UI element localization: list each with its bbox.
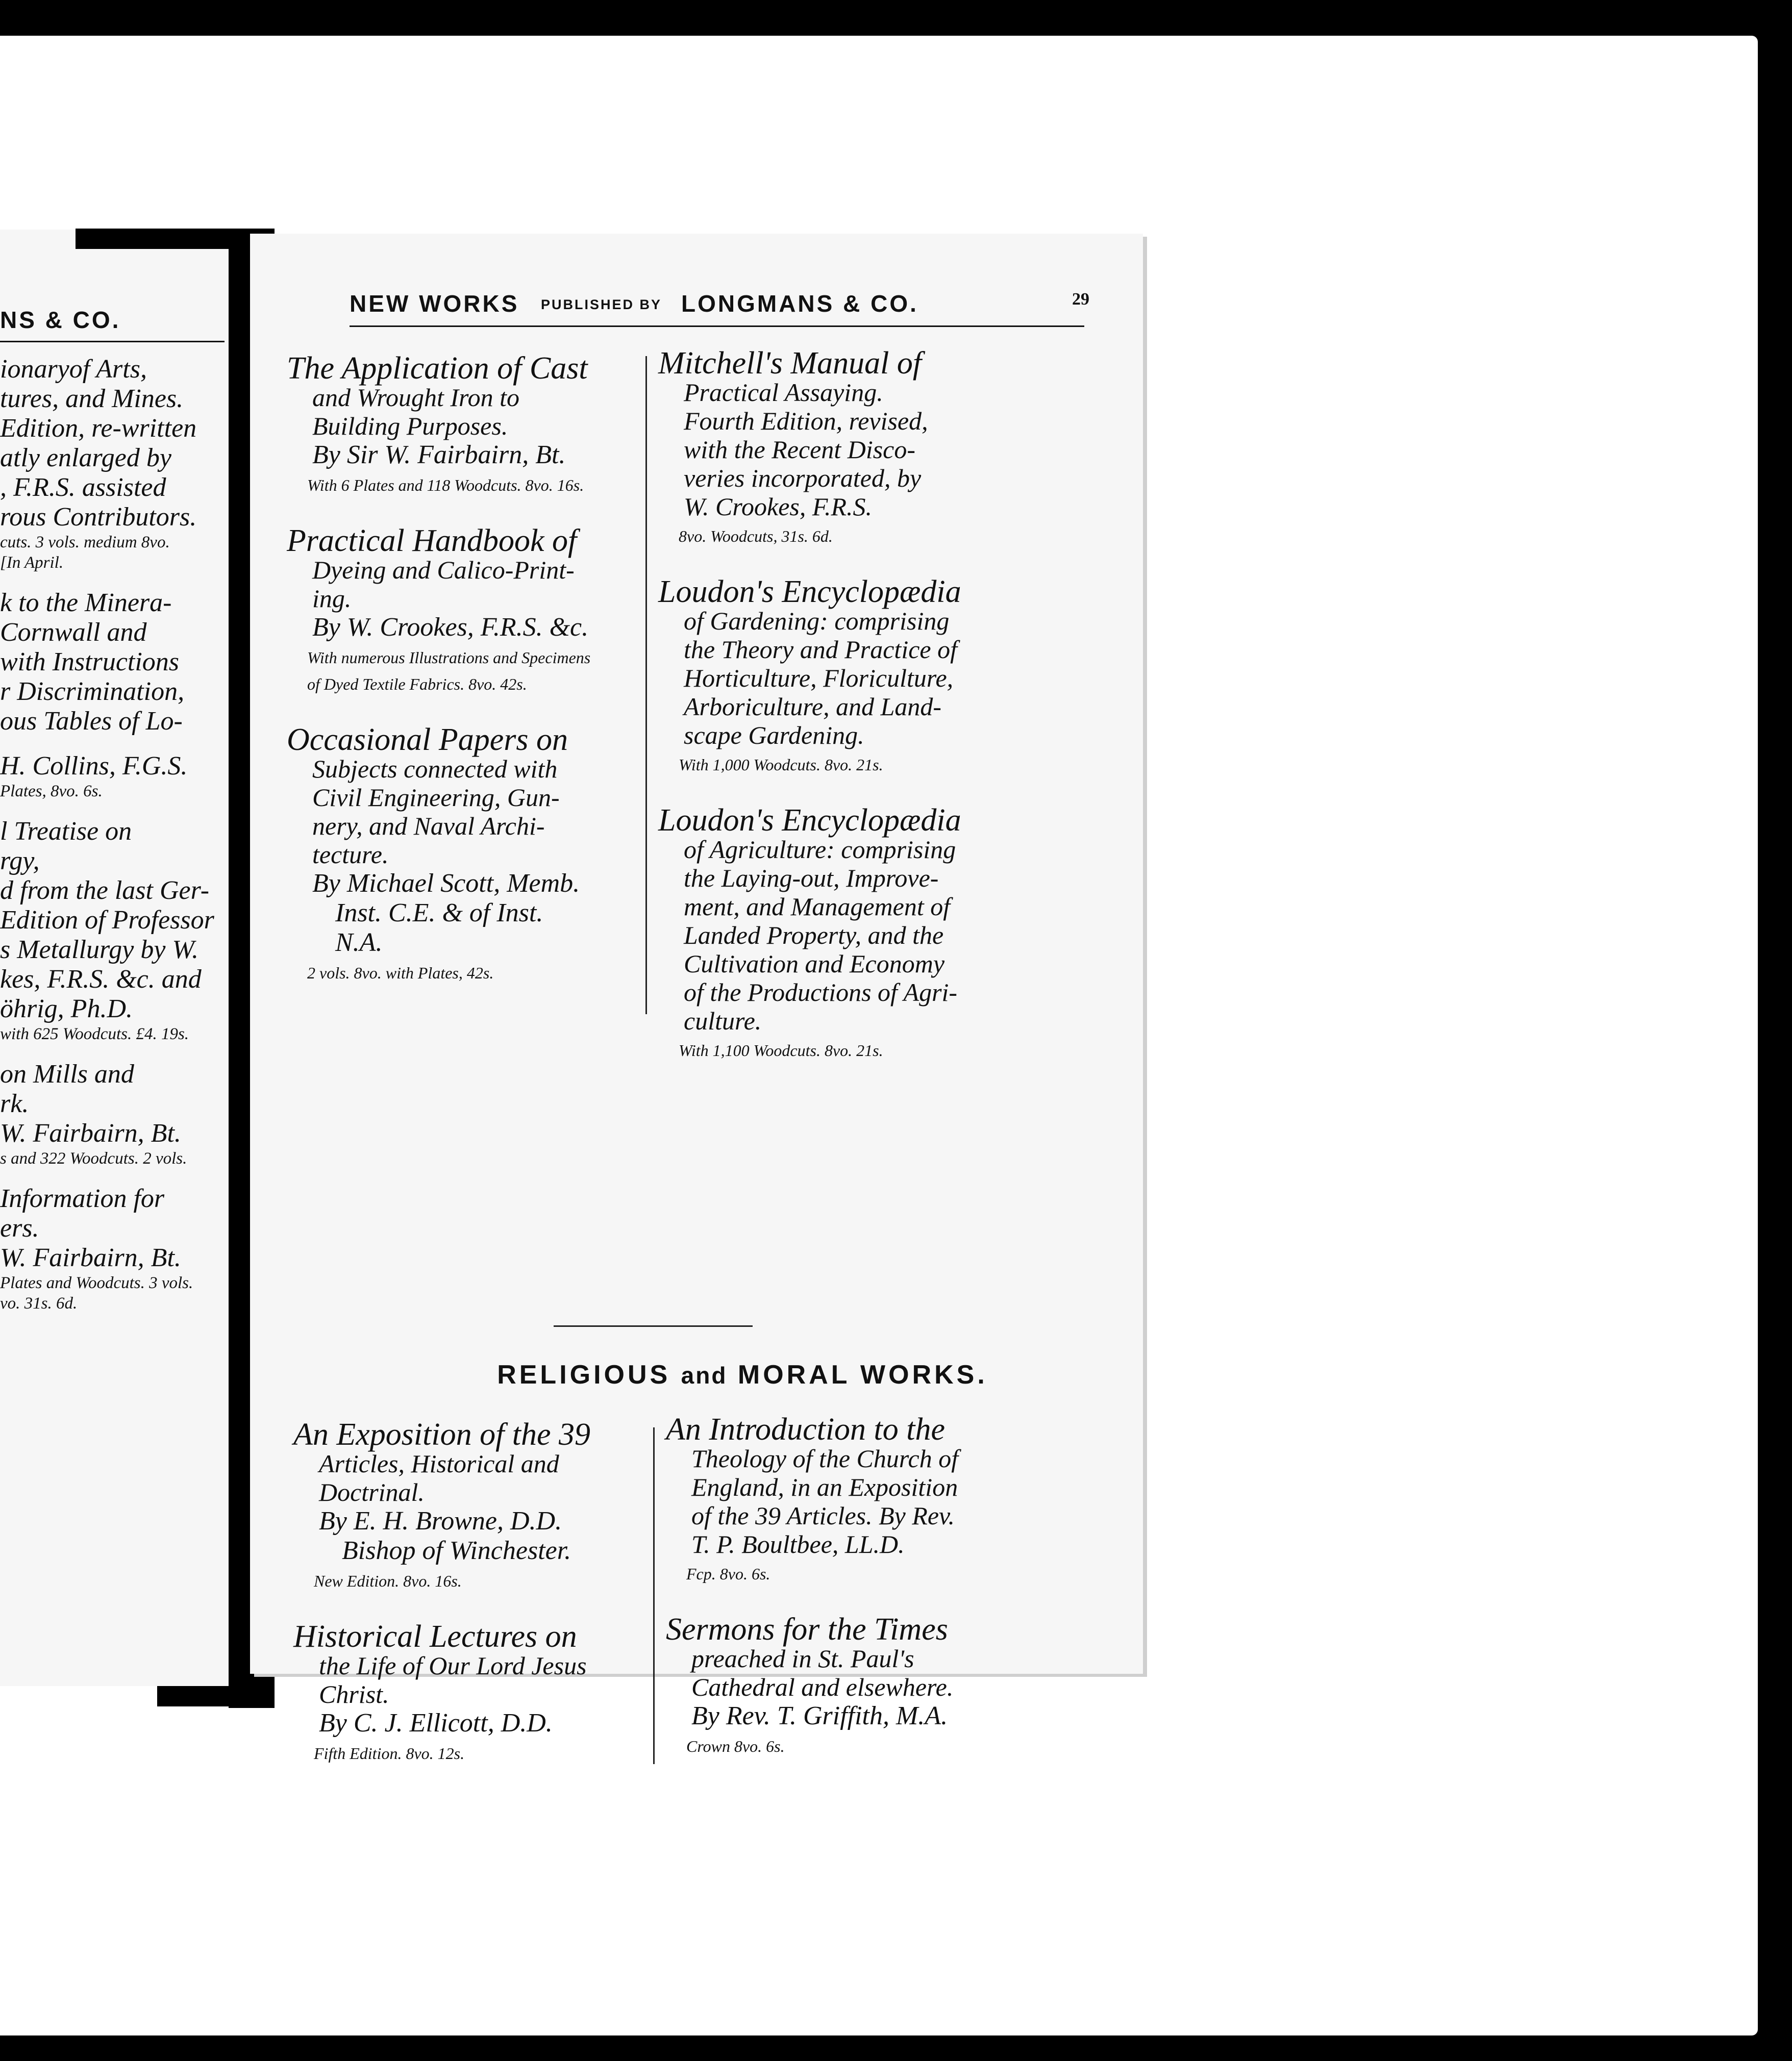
left-page-header: NS & CO. (0, 307, 121, 333)
left-page-line: ers. (0, 1214, 39, 1243)
book-description: Fourth Edition, revised, (684, 407, 928, 435)
book-description: of the Productions of Agri- (684, 978, 958, 1007)
left-page-line: k to the Minera- (0, 588, 172, 617)
book-author: By W. Crookes, F.R.S. &c. (312, 613, 589, 642)
book-entry (293, 1619, 645, 1765)
book-price-note: With 6 Plates and 118 Woodcuts. 8vo. 16s. (307, 476, 584, 494)
book-description: preached in St. Paul's (691, 1644, 914, 1673)
section-rule (554, 1325, 753, 1327)
book-description: and Wrought Iron to (312, 383, 520, 412)
binding-clip-top (76, 229, 244, 249)
column-lower-left (293, 1417, 645, 1794)
left-page-line: , F.R.S. assisted (0, 473, 166, 502)
left-page-line: ionaryof Arts, (0, 355, 147, 384)
left-page-line: d from the last Ger- (0, 876, 210, 905)
column-divider-upper (645, 356, 647, 1014)
left-page-line: s Metallurgy by W. (0, 935, 198, 964)
book-description: Dyeing and Calico-Print- (312, 556, 575, 584)
book-description: of Agriculture: comprising (684, 835, 956, 864)
book-entry (658, 574, 1015, 776)
section-moral: MORAL WORKS. (737, 1360, 988, 1390)
left-page-line: cuts. 3 vols. medium 8vo. (0, 533, 170, 551)
book-description: of the 39 Articles. By Rev. (691, 1501, 955, 1530)
left-page-line: s and 322 Woodcuts. 2 vols. (0, 1149, 187, 1168)
left-page-line (0, 1044, 225, 1060)
column-upper-right (658, 348, 1015, 1091)
book-price-note: With numerous Illustrations and Specimens (307, 648, 591, 667)
book-entry (287, 523, 634, 695)
section-heading (360, 1360, 1125, 1390)
book-description: Arboriculture, and Land- (684, 692, 942, 721)
header-published-by: PUBLISHED BY (541, 297, 662, 312)
book-description: Doctrinal. (319, 1478, 425, 1506)
book-title: Historical Lectures on (293, 1619, 577, 1654)
book-description: Civil Engineering, Gun- (312, 783, 560, 812)
book-description: veries incorporated, by (684, 464, 922, 492)
left-page-line: Plates and Woodcuts. 3 vols. (0, 1274, 193, 1292)
book-description: Theology of the Church of (691, 1444, 959, 1473)
book-description: Cultivation and Economy (684, 949, 945, 978)
book-description: ment, and Management of (684, 892, 951, 921)
left-page-line (0, 1169, 225, 1184)
page-29 (250, 234, 1143, 1763)
left-page-line: Cornwall and (0, 618, 147, 647)
left-page-line (0, 801, 225, 817)
book-description: nery, and Naval Archi- (312, 812, 545, 840)
left-page-line: r Discrimination, (0, 677, 185, 706)
book-description: Horticulture, Floriculture, (684, 664, 954, 692)
book-title: Practical Handbook of (287, 523, 577, 558)
column-divider-lower (653, 1427, 655, 1764)
left-page-line: ous Tables of Lo- (0, 707, 183, 736)
left-page-line (0, 573, 225, 588)
book-entry (287, 722, 634, 984)
book-title: The Application of Cast (287, 351, 588, 386)
book-description: W. Crookes, F.R.S. (684, 492, 872, 521)
book-author: N.A. (335, 928, 383, 957)
book-price-note: Fcp. 8vo. 6s. (686, 1565, 770, 1583)
book-author: By Michael Scott, Memb. (312, 869, 580, 898)
book-entry (666, 1412, 1023, 1585)
book-entry (287, 351, 634, 496)
left-header-rule (0, 341, 225, 342)
book-title: Loudon's Encyclopædia (658, 803, 961, 838)
section-and: and (681, 1362, 728, 1389)
book-title: Sermons for the Times (666, 1612, 948, 1647)
left-page-line: on Mills and (0, 1060, 134, 1089)
left-page-text (0, 355, 225, 1314)
left-page-line: H. Collins, F.G.S. (0, 751, 188, 781)
left-page-line: with Instructions (0, 647, 180, 676)
book-author: Inst. C.E. & of Inst. (335, 898, 543, 927)
book-price-note: With 1,000 Woodcuts. 8vo. 21s. (679, 756, 883, 774)
book-description: of Gardening: comprising (684, 607, 950, 635)
book-description: Subjects connected with (312, 755, 558, 783)
left-page-line: tures, and Mines. (0, 384, 184, 413)
left-page-line: rgy, (0, 846, 40, 875)
page-number: 29 (1072, 290, 1089, 309)
book-title: Mitchell's Manual of (658, 346, 922, 381)
left-page-line: Plates, 8vo. 6s. (0, 782, 103, 800)
book-description: Cathedral and elsewhere. (691, 1673, 954, 1701)
book-description: with the Recent Disco- (684, 435, 916, 464)
book-price-note: 8vo. Woodcuts, 31s. 6d. (679, 527, 833, 545)
left-page-line (0, 736, 225, 751)
book-title: Loudon's Encyclopædia (658, 574, 961, 609)
book-description: Articles, Historical and (319, 1449, 559, 1478)
left-page-line: kes, F.R.S. &c. and (0, 965, 202, 994)
left-page (0, 230, 255, 1686)
book-description: the Laying-out, Improve- (684, 864, 939, 892)
book-entry (658, 803, 1015, 1062)
left-page-line: [In April. (0, 554, 64, 572)
header-publisher: LONGMANS & CO. (681, 290, 918, 317)
book-description: T. P. Boultbee, LL.D. (691, 1530, 905, 1559)
book-description: Practical Assaying. (684, 378, 883, 407)
left-page-line: Information for (0, 1184, 165, 1213)
book-title: An Exposition of the 39 (293, 1417, 591, 1452)
left-page-line: vo. 31s. 6d. (0, 1294, 78, 1313)
book-description: Christ. (319, 1680, 389, 1708)
binding-clip-bottom (157, 1686, 275, 1706)
section-religious: RELIGIOUS (497, 1360, 671, 1390)
book-title: An Introduction to the (666, 1412, 945, 1447)
book-description: the Theory and Practice of (684, 635, 957, 664)
book-price-note: Fifth Edition. 8vo. 12s. (314, 1744, 465, 1763)
book-entry (666, 1612, 1023, 1757)
book-description: England, in an Exposition (691, 1473, 958, 1501)
left-page-line: atly enlarged by (0, 443, 171, 472)
book-price-note: New Edition. 8vo. 16s. (314, 1572, 462, 1590)
left-page-line: W. Fairbairn, Bt. (0, 1243, 181, 1272)
left-page-line: with 625 Woodcuts. £4. 19s. (0, 1025, 189, 1043)
left-page-line: Edition of Professor (0, 906, 214, 935)
book-author: By C. J. Ellicott, D.D. (319, 1708, 553, 1738)
book-description: ing. (312, 584, 352, 613)
left-page-line: öhrig, Ph.D. (0, 994, 133, 1023)
book-title: Occasional Papers on (287, 722, 568, 757)
book-price-note: of Dyed Textile Fabrics. 8vo. 42s. (307, 675, 527, 693)
column-upper-left (287, 351, 634, 1014)
book-entry (658, 348, 1015, 547)
book-description: tecture. (312, 840, 389, 869)
running-header (350, 290, 1089, 327)
book-author: Bishop of Winchester. (342, 1536, 571, 1565)
column-lower-right (666, 1412, 1023, 1787)
book-description: Building Purposes. (312, 412, 508, 440)
book-description: scape Gardening. (684, 721, 864, 749)
left-page-line: l Treatise on (0, 817, 132, 846)
left-page-line: Edition, re-written (0, 414, 197, 443)
book-description: Landed Property, and the (684, 921, 944, 949)
left-page-line: W. Fairbairn, Bt. (0, 1119, 181, 1148)
book-description: the Life of Our Lord Jesus (319, 1651, 587, 1680)
header-new-works: NEW WORKS (350, 290, 519, 317)
book-author: By Sir W. Fairbairn, Bt. (312, 440, 566, 469)
book-entry (293, 1417, 645, 1592)
left-page-line: rk. (0, 1089, 29, 1118)
book-description: culture. (684, 1007, 762, 1035)
book-price-note: Crown 8vo. 6s. (686, 1737, 785, 1755)
book-author: By E. H. Browne, D.D. (319, 1506, 562, 1536)
book-price-note: 2 vols. 8vo. with Plates, 42s. (307, 964, 494, 982)
book-price-note: With 1,100 Woodcuts. 8vo. 21s. (679, 1041, 883, 1060)
book-author: By Rev. T. Griffith, M.A. (691, 1701, 948, 1730)
left-page-line: rous Contributors. (0, 502, 197, 532)
